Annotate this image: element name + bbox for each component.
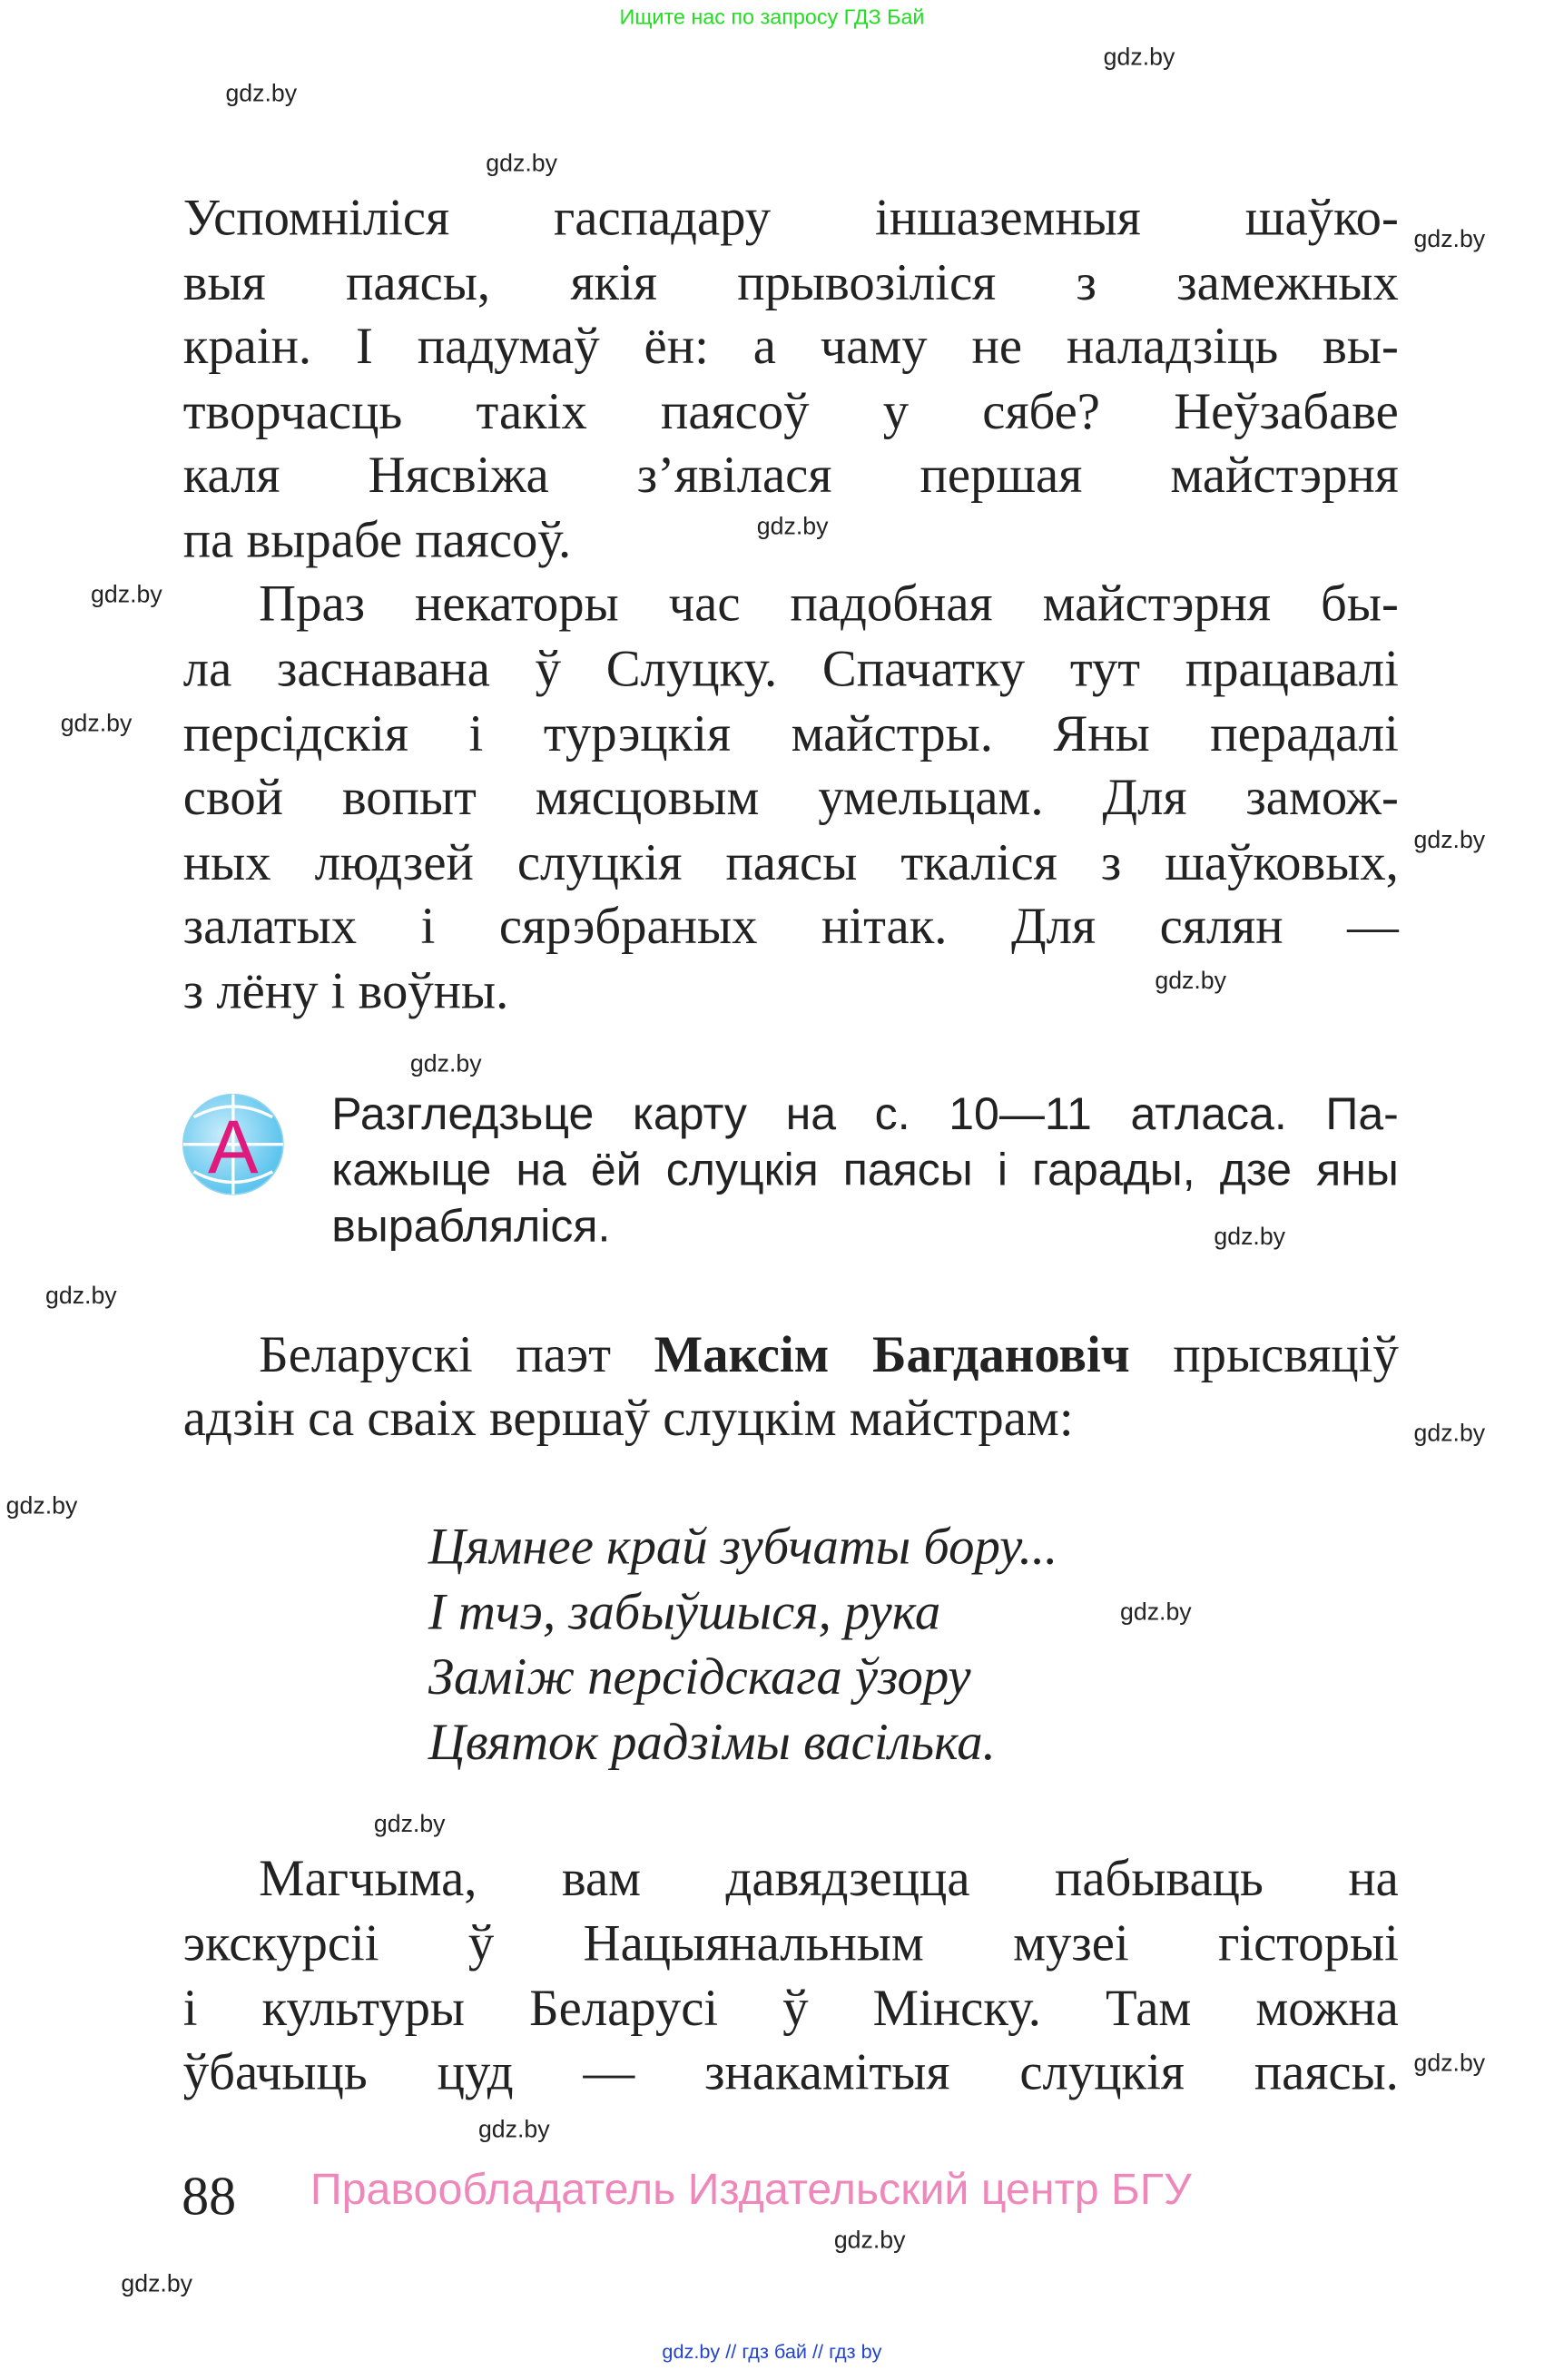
watermark: gdz.by [373, 1812, 446, 1838]
watermark: gdz.by [91, 583, 162, 609]
paragraph1-line: каля Нясвіжа з’явілася першая майстэрня [182, 447, 1399, 505]
paragraph4-line: ўбачыць цуд — знакамітыя слуцкія паясы. [182, 2044, 1399, 2101]
poem-line: Цямнее край зубчаты бору... [428, 1519, 1058, 1576]
paragraph2-line: персідскія і турэцкія майстры. Яны перадалі [182, 706, 1399, 763]
poem-line: Заміж персідскага ўзору [428, 1649, 971, 1706]
paragraph4-line: Магчыма, вам давядзецца пабываць на [259, 1851, 1399, 1908]
copyright-holder: Правообладатель Издательский центр БГУ [310, 2166, 1192, 2215]
paragraph4-line: і культуры Беларусі ў Мінску. Там можна [182, 1981, 1399, 2038]
paragraph3-line: адзін са сваіх вершаў слуцкім майстрам: [182, 1391, 1074, 1448]
watermark: gdz.by [5, 1493, 78, 1520]
paragraph2-line: Праз некаторы час падобная майстэрня бы- [259, 576, 1399, 634]
poem-line: Цвяток радзімы васілька. [428, 1715, 996, 1772]
watermark: gdz.by [1413, 227, 1486, 253]
search-banner[interactable]: Ищите нас по запросу ГДЗ Бай [619, 5, 925, 29]
watermark: gdz.by [756, 514, 829, 541]
paragraph1-line: творчасць такіх паясоў у сябе? Неўзабаве [182, 384, 1399, 441]
svg-text:А: А [207, 1105, 259, 1190]
task-line: Разгледзьце карту на с. 10—11 атласа. Па- [331, 1089, 1399, 1140]
watermark: gdz.by [1413, 828, 1486, 854]
page-number: 88 [182, 2166, 237, 2228]
watermark: gdz.by [1103, 45, 1175, 72]
paragraph1-line: Успомніліся гаспадару іншаземныя шаўко- [182, 191, 1399, 247]
footer-links[interactable]: gdz.by // гдз бай // гдз by [662, 2340, 882, 2364]
paragraph2-line: з лёну і воўны. [182, 964, 509, 1020]
watermark: gdz.by [1413, 1421, 1486, 1448]
paragraph2-line: ных людзей слуцкія паясы ткаліся з шаўковых, [182, 835, 1399, 892]
atlas-task-icon [182, 1093, 284, 1195]
paragraph1-line: краін. І падумаў ён: а чаму не наладзіць вы- [182, 319, 1399, 376]
watermark: gdz.by [1413, 2051, 1486, 2077]
task-line: выраблялiся. [331, 1202, 611, 1253]
watermark: gdz.by [1155, 969, 1226, 995]
paragraph2-line: свой вопыт мясцовым умельцам. Для замож- [182, 770, 1399, 827]
watermark: gdz.by [225, 82, 298, 108]
paragraph2-line: ла заснавана ў Слуцку. Спачатку тут працавалі [182, 642, 1399, 698]
task-line: кажыце на ёй слуцкія паясы і гарады, дзе яны [331, 1146, 1399, 1196]
poem-line: І тчэ, забыўшыся, рука [428, 1584, 941, 1641]
watermark: gdz.by [1214, 1224, 1286, 1251]
paragraph3-line [259, 1324, 1399, 1388]
paragraph2-line: залатых і сярэбраных нітак. Для сялян — [182, 899, 1399, 956]
paragraph1-line: па вырабе паясоў. [182, 513, 572, 570]
paragraph4-line: экскурсіі ў Нацыянальным музеі гісторыі [182, 1916, 1399, 1972]
paragraph1-line: выя паясы, якія прывозіліся з замежных [182, 255, 1399, 312]
watermark: gdz.by [833, 2228, 906, 2255]
poet-name: Максім Багдановіч [654, 1327, 1130, 1384]
watermark: gdz.by [121, 2272, 193, 2298]
watermark: gdz.by [486, 151, 557, 178]
watermark: gdz.by [477, 2117, 550, 2144]
watermark: gdz.by [60, 711, 133, 738]
text: прысвяціў [1129, 1327, 1399, 1384]
watermark: gdz.by [1120, 1599, 1192, 1627]
text: Беларускі паэт [259, 1327, 654, 1384]
watermark: gdz.by [45, 1283, 117, 1310]
watermark: gdz.by [409, 1051, 482, 1078]
